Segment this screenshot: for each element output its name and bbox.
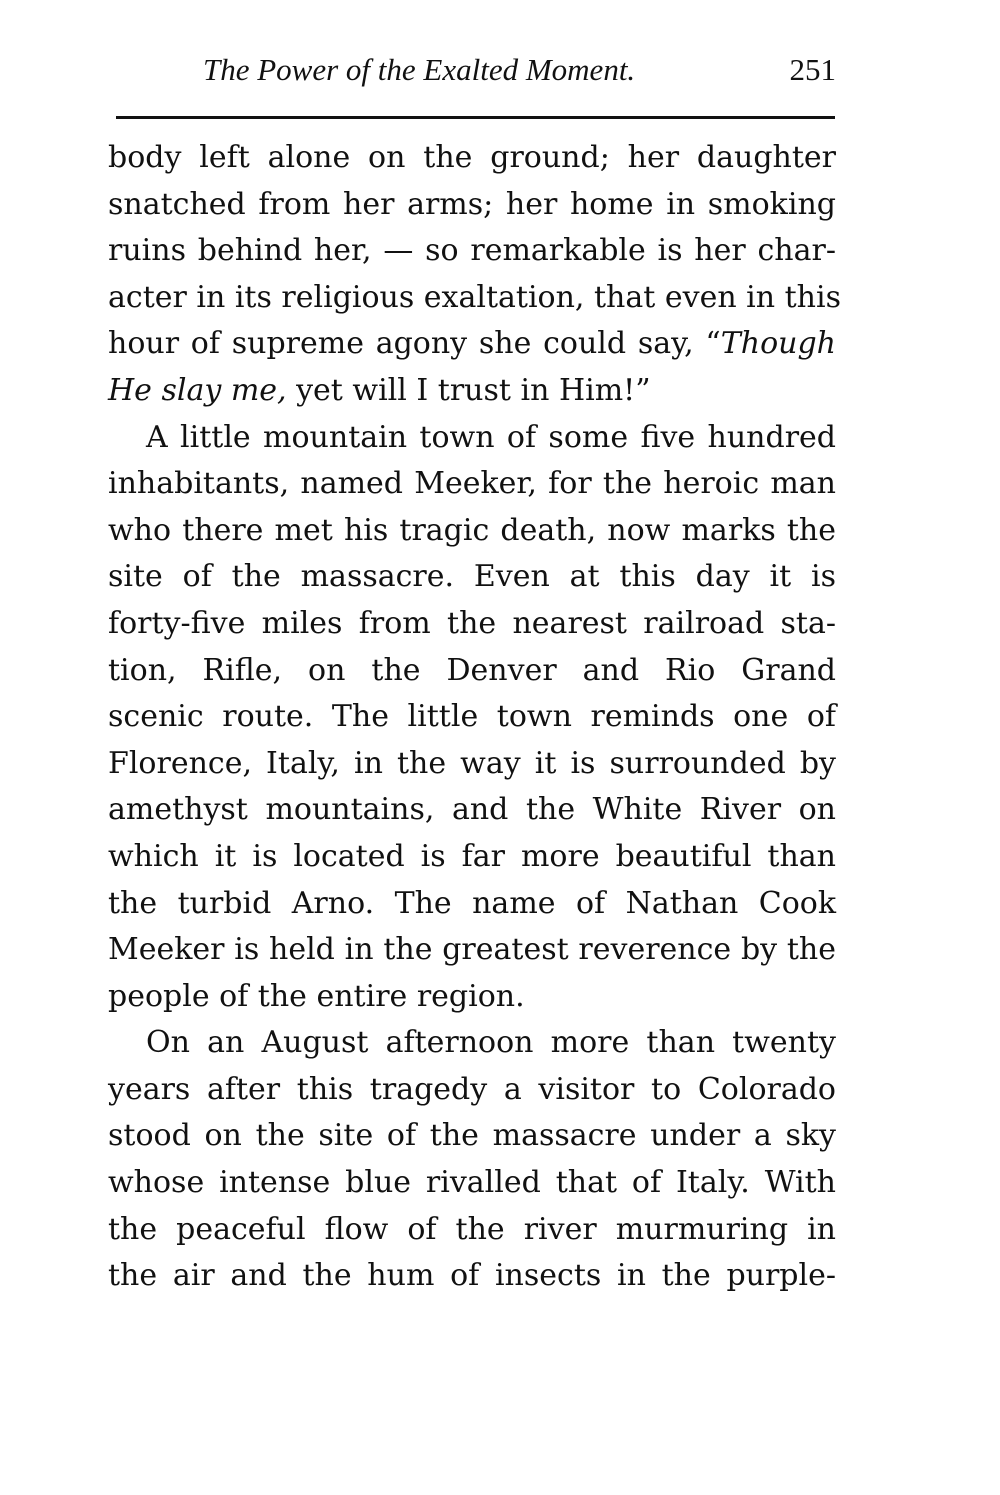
text-line: which it is located is far more beautiful than xyxy=(108,838,836,874)
paragraph-first-line: A little mountain town of some five hundred xyxy=(146,419,836,455)
italic-fragment: He slay me, xyxy=(108,372,287,408)
text-line xyxy=(108,321,836,368)
text-line: the turbid Arno. The name of Nathan Cook xyxy=(108,885,836,921)
text-line: stood on the site of the massacre under a sky xyxy=(108,1118,836,1154)
text-line: people of the entire region. xyxy=(108,978,525,1014)
body-text xyxy=(108,135,841,1300)
paragraph-first-line: On an August afternoon more than twenty xyxy=(146,1025,836,1061)
page-header xyxy=(108,52,836,100)
text-line: who there met his tragic death, now marks the xyxy=(108,512,836,548)
text-line: tion, Rifle, on the Denver and Rio Grand xyxy=(108,652,836,688)
text-line: amethyst mountains, and the White River on xyxy=(108,792,836,828)
header-rule xyxy=(116,116,835,119)
text-line: the air and the hum of insects in the purple- xyxy=(108,1258,836,1294)
page-number: 251 xyxy=(789,52,836,87)
text-line: ruins behind her, — so remarkable is her char- xyxy=(108,233,836,269)
text-line: the peaceful flow of the river murmuring in xyxy=(108,1211,836,1247)
text-line: whose intense blue rivalled that of Italy. With xyxy=(108,1165,836,1201)
text-line: acter in its religious exaltation, that even in this xyxy=(108,279,841,315)
text-line: Meeker is held in the greatest reverence by the xyxy=(108,932,836,968)
running-title: The Power of the Exalted Moment. xyxy=(203,52,636,87)
text-line: site of the massacre. Even at this day it is xyxy=(108,559,836,595)
text-line: Florence, Italy, in the way it is surrounded by xyxy=(108,745,836,781)
italic-fragment: Though xyxy=(720,326,836,362)
text-line: forty-five miles from the nearest railroad sta- xyxy=(108,605,836,641)
text-line: body left alone on the ground; her daughter xyxy=(108,140,836,175)
text-line: inhabitants, named Meeker, for the heroic man xyxy=(108,466,836,502)
text-fragment: hour of supreme agony she could say, “ xyxy=(108,326,721,362)
text-line: scenic route. The little town reminds one of xyxy=(108,699,836,735)
text-line xyxy=(108,368,836,415)
text-line: years after this tragedy a visitor to Colorado xyxy=(108,1071,836,1107)
text-line: snatched from her arms; her home in smoking xyxy=(108,186,836,222)
text-fragment: yet will I trust in Him!” xyxy=(296,372,651,408)
